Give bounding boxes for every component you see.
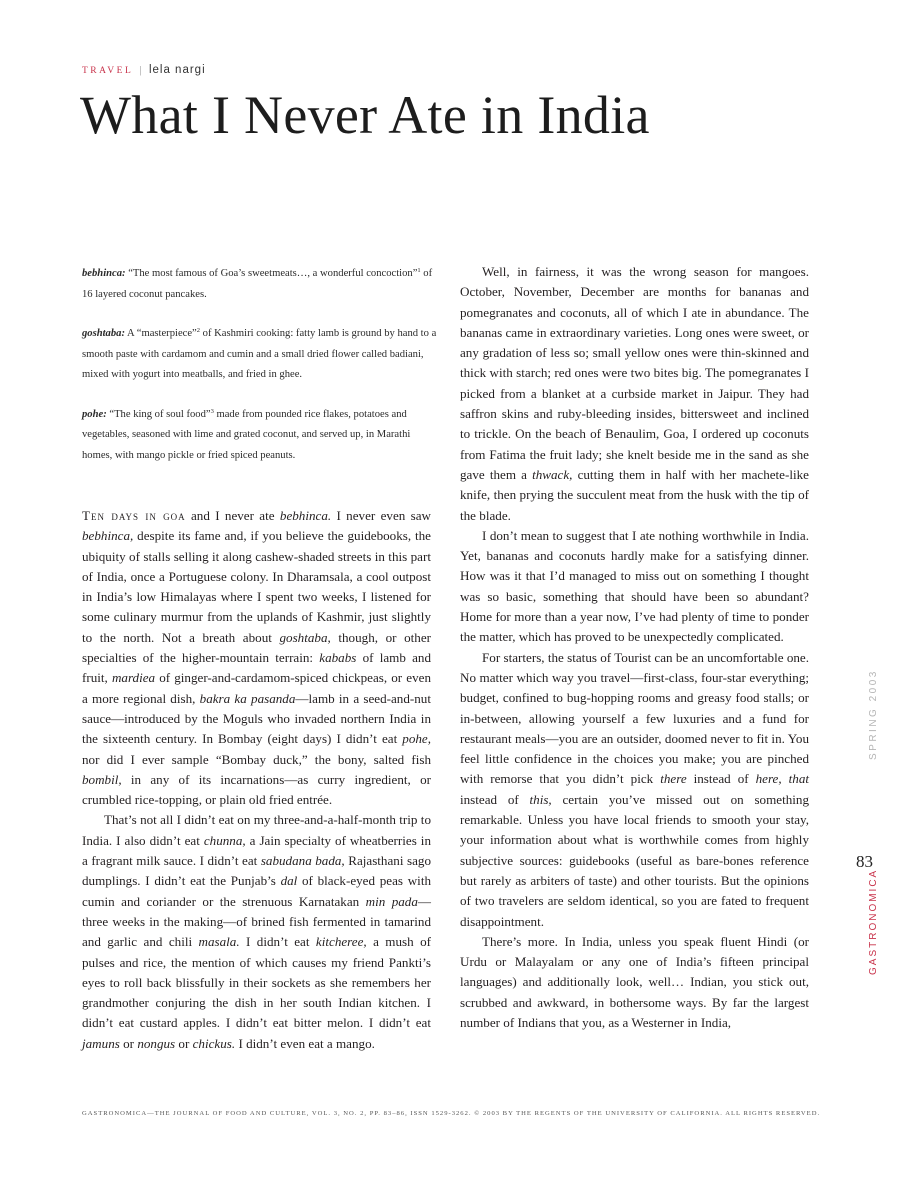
body-paragraph [82, 506, 431, 810]
body-paragraph [460, 262, 809, 526]
body-paragraph: There’s more. In India, unless you speak fluent Hindi (or Urdu or Malayalam or any one of India’s fifteen principal languages) and additionally look, well… Indian, you stick out, scrubbed and awkward, in bothersome ways. By far the largest number of Indians that you, as a Westerner in India, [460, 933, 809, 1030]
text-run: or [175, 1035, 193, 1051]
glossary [82, 264, 437, 485]
glossary-text: of Kashmiri cooking: fatty lamb is ground by hand to a smooth paste with cardamom and cumin and a small dried flower called badiani, mixed with yogurt into meatballs, and fried in ghee. [82, 328, 437, 380]
glossary-text: “The king of soul food” [106, 408, 211, 420]
italic-term: sabudana bada, [260, 853, 345, 869]
body-paragraph [460, 648, 809, 932]
text-run: That’s not all I didn’t eat on my three-and-a-half-month trip to India. I also didn’t eat [82, 812, 431, 848]
text-run: or [119, 1035, 138, 1051]
italic-term: here, that [755, 771, 809, 787]
text-run: of lamb and fruit, [82, 650, 431, 686]
italic-term: jamuns [82, 1035, 120, 1051]
glossary-term: bebhinca: [82, 268, 126, 279]
text-run: —three weeks in the making—of brined fish fermented in tamarind and garlic and chili [82, 893, 431, 950]
text-run: despite its fame and, if you believe the guidebooks, the ubiquity of stalls selling it along cashew-shaded streets in this part of India, once a Portuguese colony. In Dharamsala, a cool outpost in India’s low Himalayas where I spent two weeks, I listened for some culinary murmur from the uplands of Kashmir, just slightly to the north. Not a breath about [82, 528, 431, 645]
page-number: 83 [856, 852, 873, 871]
citation-footer: GASTRONOMICA—THE JOURNAL OF FOOD AND CULTURE, VOL. 3, NO. 2, PP. 83–86, ISSN 1529-3262. © 2003 BY THE REGENTS OF THE UNIVERSITY OF CALIFORNIA. ALL RIGHTS RESERVED. [82, 1110, 821, 1117]
italic-term: mardiea [111, 670, 156, 686]
text-run: I didn’t even eat a mango. [235, 1035, 375, 1051]
text-run: in any of its incarnations—as curry ingredient, or crumbled rice-topping, or plain old fried entrée. [82, 771, 431, 808]
italic-term: chickus. [192, 1035, 236, 1051]
text-run: instead of [686, 771, 756, 787]
glossary-entry [82, 405, 437, 467]
glossary-term: pohe: [82, 408, 107, 420]
article-title: What I Never Ate in India [80, 85, 650, 145]
italic-term: dal [280, 873, 298, 889]
italic-term: bebhinca. [279, 508, 332, 523]
footnote-marker: 1 [417, 267, 421, 274]
text-run: Well, in fairness, it was the wrong season for mangoes. October, November, December are months for bananas and pomegranates and coconuts, all of which I ate in abundance. The bananas came in extraordinary varieties. Long ones were sweet, or any gradation of less so; small yellow ones were thin-skinned and thick with starch; red ones were two bites big. The pomegranates I picked from a blanket at a curbside market in Jaipur. They had saffron skins and ruby-bleeding insides, bittersweet and inclined to trickle. On the beach of Benaulim, Goa, I ordered up coconuts from Fatima the fruit lady; she knelt beside me in the sand as she gave them a [460, 264, 809, 482]
text-run: I never even saw [331, 508, 431, 523]
glossary-entry [82, 264, 437, 305]
italic-term: chunna, [203, 832, 246, 848]
text-run: certain you’ve missed out on something remarkable. Unless you have local friends to smooth your stay, your information about what is worthwhile comes from highly subjective sources: guidebooks (useful as bare-bones reference but rarely as arbiters of taste) and other tourists. But the opinions of two travelers are seldom identical, so you are fated to frequent disappointment. [460, 791, 809, 929]
footnote-marker: 3 [210, 407, 214, 415]
italic-term: bakra ka pasanda [199, 690, 296, 706]
glossary-text: A “masterpiece” [124, 328, 197, 339]
italic-term: thwack, [532, 466, 573, 482]
glossary-text: of 16 layered coconut pancakes. [82, 268, 433, 300]
text-run: of black-eyed peas with cumin and coriander or the strenuous Karnatakan [82, 873, 431, 909]
text-run: a mush of pulses and rice, the mention of which causes my friend Pankti’s eyes to roll back blissfully in their sockets as she remembers her grandmother conjuring the dish in her south Indian kitchen. I didn’t eat custard apples. I didn’t eat bitter melon. I didn’t eat [82, 934, 431, 1031]
italic-term: there [660, 771, 687, 787]
italic-term: pohe, [402, 731, 431, 747]
body-paragraph: I don’t mean to suggest that I ate nothing worthwhile in India. Yet, bananas and coconuts hardly make for a satisfying dinner. How was it that I’d managed to miss out on something I thought was so basic, something that should have been so abundant? Home for more than a year now, I’ve had plenty of time to ponder the matter, which has proved to be unexpectedly complicated. [460, 527, 809, 645]
italic-term: masala. [198, 934, 240, 950]
text-run: instead of [460, 791, 530, 807]
journal-name: GASTRONOMICA [868, 868, 879, 975]
article-kicker [82, 64, 206, 76]
text-run: For starters, the status of Tourist can be an uncomfortable one. No matter which way you travel—first-class, four-star everything; budget, confined to bug-hopping rooms and greasy food stalls; or in-between, allowing yourself a few luxuries and a fund for restaurant meals—you are an outsider, doomed never to fit in. You feel little confidence in the choices you make; you are pinched with remorse that you didn’t pick [460, 649, 809, 787]
glossary-entry [82, 324, 437, 386]
italic-term: bebhinca, [82, 528, 134, 544]
kicker-separator: | [139, 64, 143, 76]
glossary-text: made from pounded rice flakes, potatoes and vegetables, seasoned with lime and grated coconut, and served up, in Marathi homes, with mango pickle or fried spiced peanuts. [82, 408, 411, 461]
text-run: Rajasthani sago dumplings. I didn’t eat the Punjab’s [82, 853, 431, 889]
text-run: and I never ate [185, 508, 280, 523]
section-label: TRAVEL [82, 66, 134, 76]
italic-term: goshtaba, [279, 629, 331, 645]
italic-term: min pada [365, 893, 418, 909]
text-run: a Jain specialty of wheatberries in a fragrant milk sauce. I didn’t eat [82, 832, 431, 869]
text-run: —lamb in a seed-and-nut sauce—introduced by the Moguls who invaded northern India in the sixteenth century. In Bombay (eight days) I didn’t eat [82, 690, 431, 747]
italic-term: this, [529, 791, 552, 807]
glossary-text: “The most famous of Goa’s sweetmeats…, a wonderful concoction” [125, 268, 418, 279]
issue-season: SPRING 2003 [868, 669, 879, 760]
text-run: though, or other specialties of the higher-mountain terrain: [82, 629, 432, 666]
text-run: I didn’t eat [239, 934, 316, 950]
lead-in: Ten days in goa [82, 508, 186, 523]
text-run: nor did I ever sample “Bombay duck,” the bony, salted fish [82, 751, 431, 767]
text-run: cutting them in half with her machete-like knife, then prying the succulent meat from the husk with the tip of the blade. [460, 466, 809, 523]
italic-term: kababs [319, 650, 357, 666]
italic-term: nongus [137, 1035, 176, 1051]
body-column-left [82, 506, 431, 1054]
glossary-term: goshtaba: [82, 328, 125, 339]
italic-term: bombil, [82, 771, 122, 787]
page-sidebar [848, 669, 888, 980]
italic-term: kitcheree, [315, 934, 367, 950]
body-paragraph [82, 810, 431, 1054]
text-run: of ginger-and-cardamom-spiced chickpeas, or even a more regional dish, [82, 670, 431, 706]
body-column-right [460, 262, 809, 1033]
footnote-marker: 2 [196, 327, 201, 334]
author-name: lela nargi [148, 64, 206, 76]
